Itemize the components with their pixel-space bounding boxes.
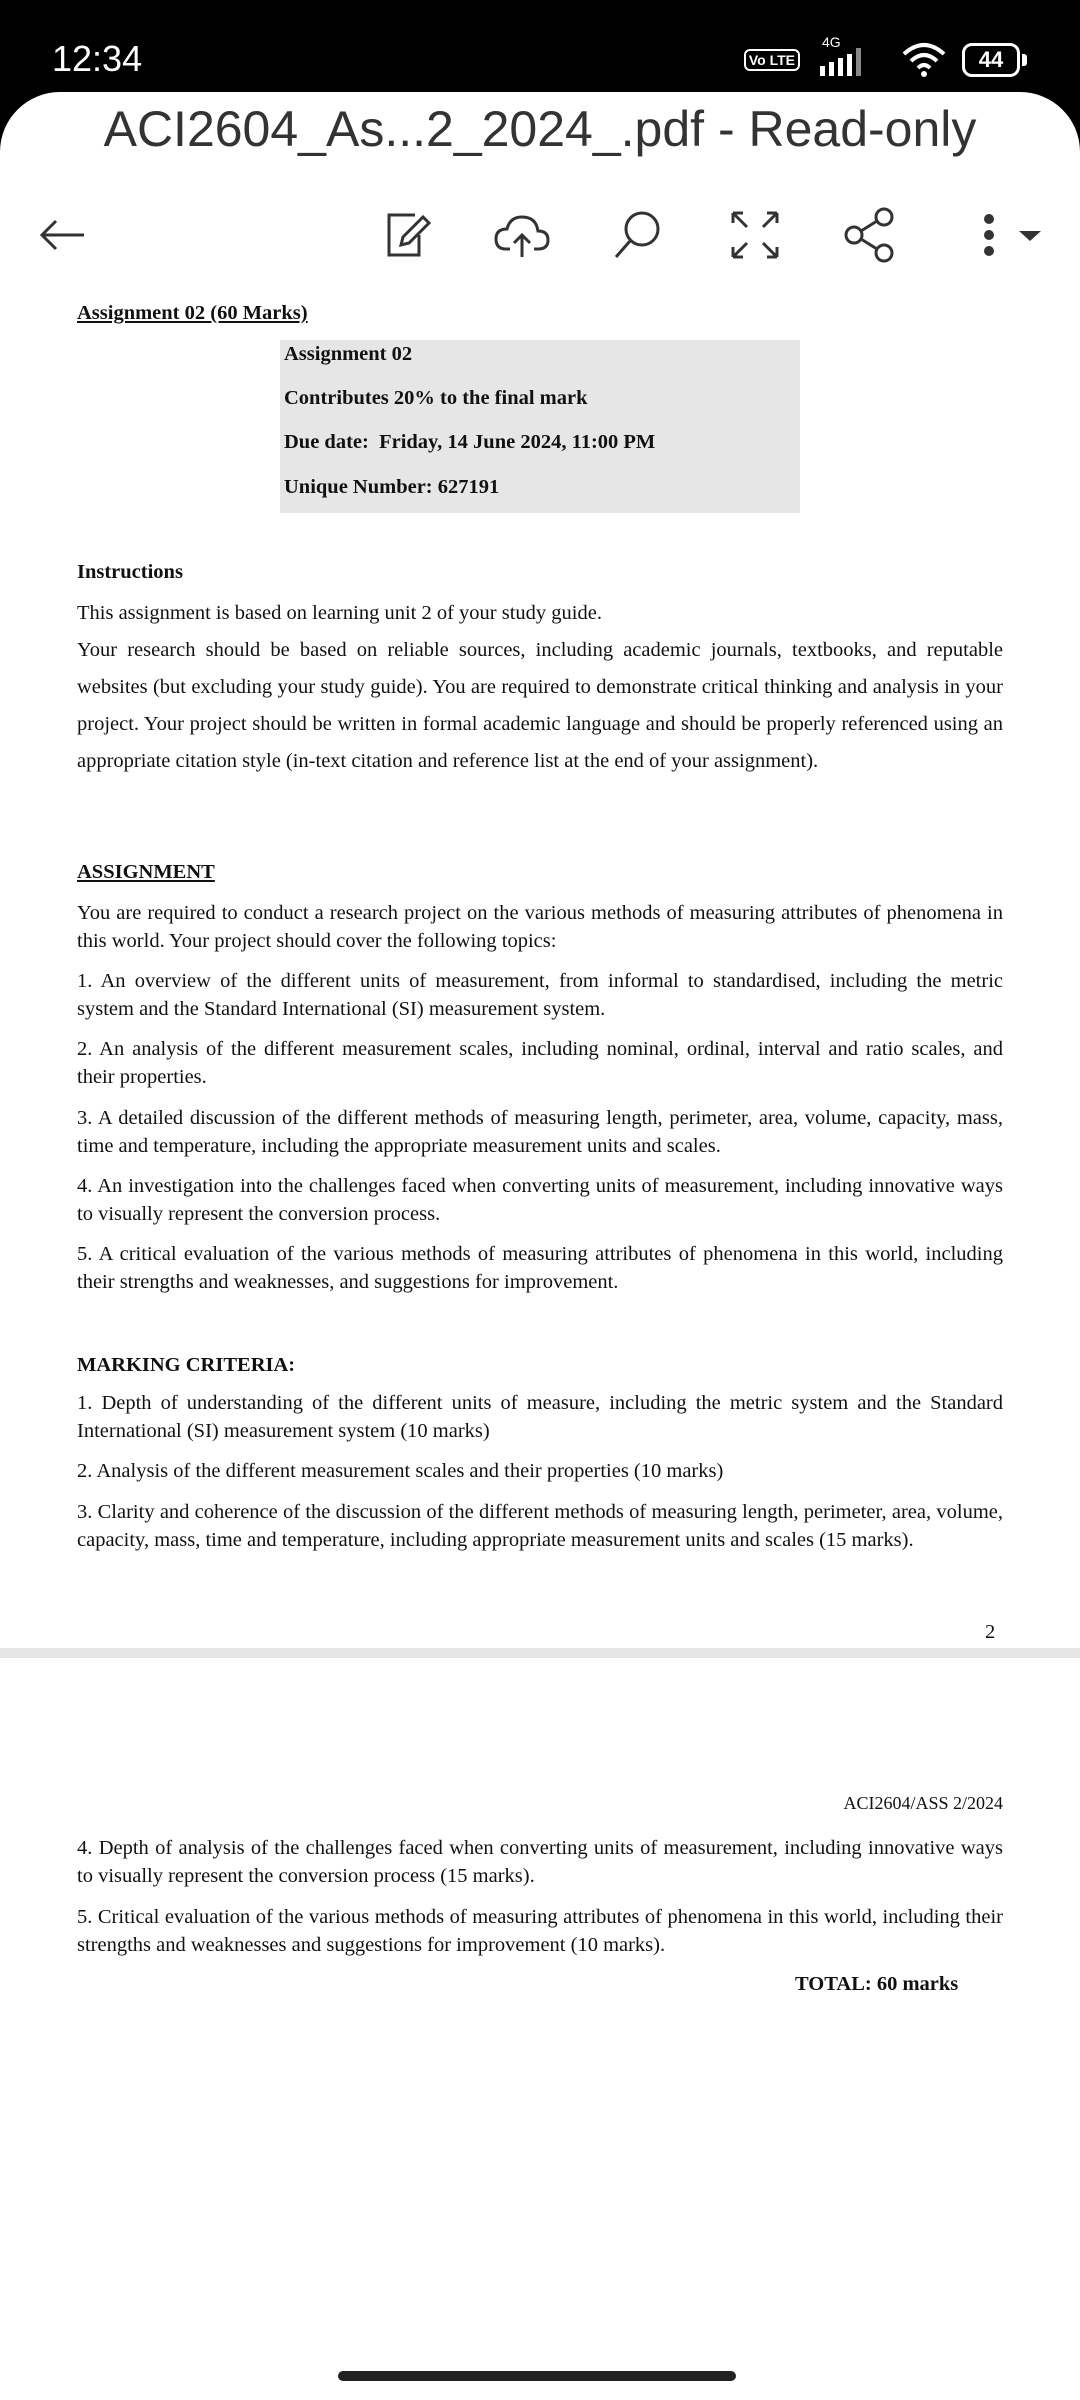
criteria-item-1: 1. Depth of understanding of the different units of measure, including the metric system and the Standard International (SI) measurement system (10 marks) bbox=[77, 1392, 1003, 1442]
topic-item-4: 4. An investigation into the challenges faced when converting units of measurement, including innovative ways to visually represent the conversion process. bbox=[77, 1175, 1003, 1225]
network-label: 4G bbox=[822, 34, 841, 50]
wifi-icon bbox=[900, 40, 948, 80]
cloud-upload-icon bbox=[492, 205, 552, 265]
fullscreen-icon bbox=[725, 205, 785, 265]
instructions-title: Instructions bbox=[77, 561, 183, 583]
battery-icon: 44 bbox=[962, 43, 1020, 77]
app-bar bbox=[0, 92, 1080, 292]
back-arrow-icon bbox=[32, 205, 92, 265]
more-button[interactable] bbox=[955, 200, 1055, 270]
home-indicator[interactable] bbox=[338, 2371, 736, 2381]
criteria-item-5: 5. Critical evaluation of the various methods of measuring attributes of phenomena in this world, including their strengths and weaknesses and suggestions for improvement (10 marks). bbox=[77, 1906, 1003, 1956]
more-icon bbox=[955, 205, 1055, 265]
document-title: ACI2604_As...2_2024_.pdf - Read-only bbox=[103, 101, 977, 157]
instructions-text-2: Your research should be based on reliable sources, including academic journals, textbooks, and reputable websites (but excluding your study guide). You are required to demonstrate critical thinking and analysis in your project. Your project should be written in formal academic language and should be properly referenced using an appropriate citation style (in-text citation and reference list at the end of your assignment). bbox=[77, 639, 1003, 772]
criteria-item-2: 2. Analysis of the different measurement scales and their properties (10 marks) bbox=[77, 1460, 724, 1482]
edit-button[interactable] bbox=[372, 200, 442, 270]
topic-item-1: 1. An overview of the different units of measurement, from informal to standardised, including the metric system and the Standard International (SI) measurement system. bbox=[77, 970, 1003, 1020]
assignment-intro: You are required to conduct a research project on the various methods of measuring attributes of phenomena in this world. Your project should cover the following topics: bbox=[77, 902, 1003, 952]
assignment-section-title: ASSIGNMENT bbox=[77, 861, 215, 883]
search-icon bbox=[608, 205, 668, 265]
upload-button[interactable] bbox=[487, 200, 557, 270]
criteria-item-3: 3. Clarity and coherence of the discussion of the different methods of measuring length, perimeter, area, volume, capacity, mass, time and temperature, including appropriate measurement units and scales (15 marks). bbox=[77, 1501, 1003, 1551]
instructions-text-1: This assignment is based on learning unit 2 of your study guide. bbox=[77, 602, 602, 624]
volte-badge: Vo LTE bbox=[744, 49, 800, 71]
share-button[interactable] bbox=[835, 200, 905, 270]
info-line-2: Contributes 20% to the final mark bbox=[284, 387, 588, 409]
criteria-item-4: 4. Depth of analysis of the challenges faced when converting units of measurement, including innovative ways to visually represent the conversion process (15 marks). bbox=[77, 1837, 1003, 1887]
edit-icon bbox=[377, 205, 437, 265]
info-line-3: Due date: Friday, 14 June 2024, 11:00 PM bbox=[284, 431, 656, 453]
topic-item-3: 3. A detailed discussion of the different methods of measuring length, perimeter, area, volume, capacity, mass, time and temperature, including the appropriate measurement units and scales. bbox=[77, 1107, 1003, 1157]
info-line-1: Assignment 02 bbox=[284, 343, 413, 365]
topic-item-5: 5. A critical evaluation of the various methods of measuring attributes of phenomena in this world, including their strengths and weaknesses, and suggestions for improvement. bbox=[77, 1243, 1003, 1293]
page-divider bbox=[0, 1648, 1080, 1658]
signal-icon bbox=[814, 34, 886, 80]
page-number: 2 bbox=[985, 1621, 996, 1643]
topic-item-2: 2. An analysis of the different measurement scales, including nominal, ordinal, interval and ratio scales, and their properties. bbox=[77, 1038, 1003, 1088]
status-icons bbox=[744, 36, 1020, 84]
status-time: 12:34 bbox=[52, 38, 143, 79]
assignment-info-box bbox=[280, 340, 800, 513]
assignment-heading: Assignment 02 (60 Marks) bbox=[77, 302, 308, 324]
back-button[interactable] bbox=[27, 200, 97, 270]
share-icon bbox=[840, 205, 900, 265]
info-line-4: Unique Number: 627191 bbox=[284, 476, 500, 498]
page2-header: ACI2604/ASS 2/2024 bbox=[843, 1793, 1003, 1813]
fullscreen-button[interactable] bbox=[720, 200, 790, 270]
marking-criteria-title: MARKING CRITERIA: bbox=[77, 1354, 296, 1376]
total-marks: TOTAL: 60 marks bbox=[795, 1973, 959, 1995]
search-button[interactable] bbox=[603, 200, 673, 270]
